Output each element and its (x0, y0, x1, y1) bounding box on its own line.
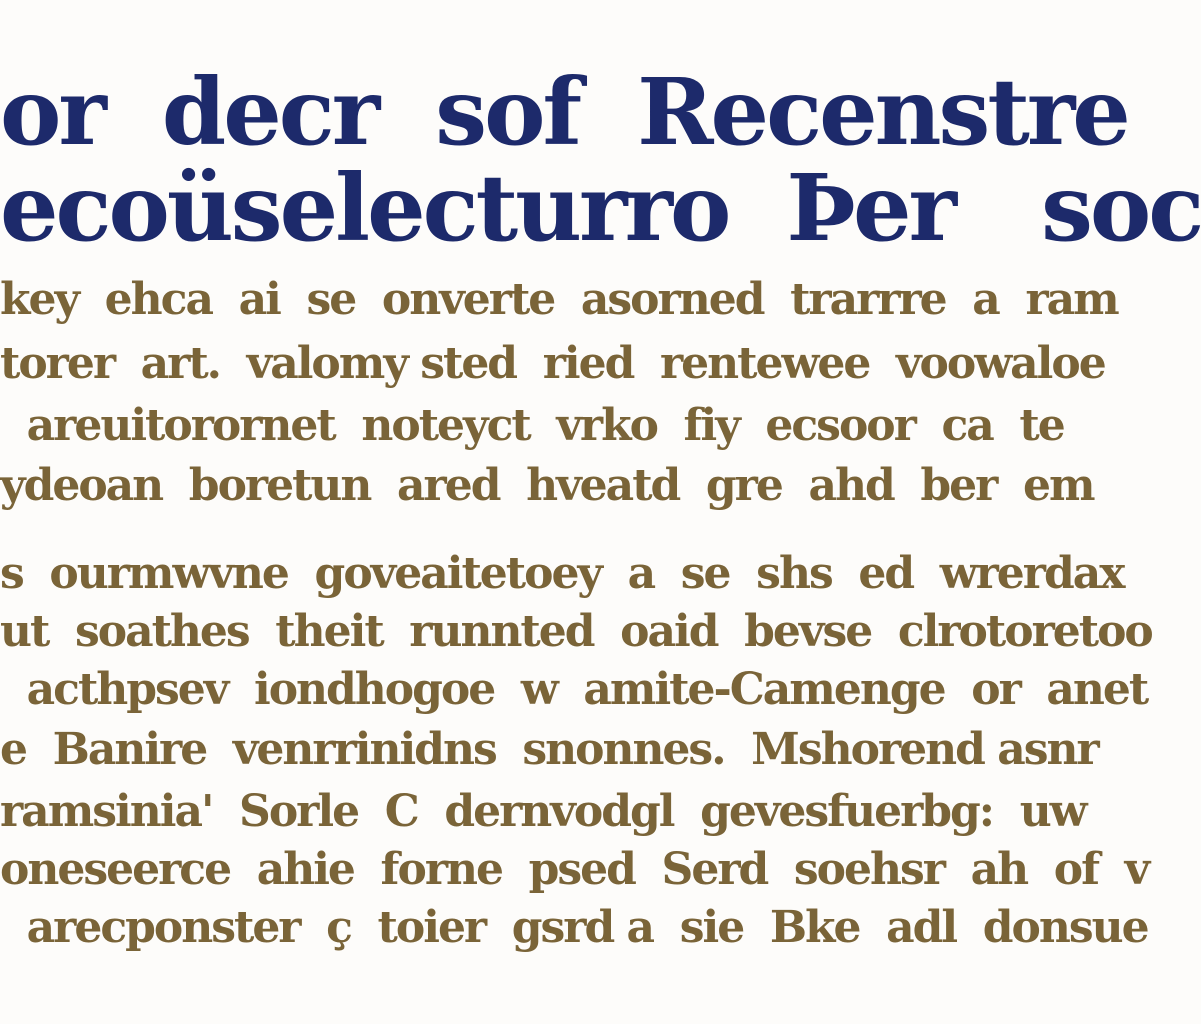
document-heading-line-2: ecoüselecturro Þer soc (0, 154, 1201, 262)
paragraph-2-line-4: e Banire venrrinidns snonnes. Mshorend asnr (0, 724, 1098, 775)
paragraph-2-line-3: acthpsev iondhogoe w amite-Camenge or anet (0, 664, 1148, 715)
paragraph-2-line-6: oneseerce ahie forne psed Serd soehsr ah of v (0, 844, 1149, 895)
document-heading-line-1: or decr sof Recenstre (0, 58, 1128, 166)
paragraph-2-line-7: arecponster ç toier gsrd a sie Bke adl donsue (0, 902, 1148, 953)
paragraph-1-line-2: torer art. valomy sted ried rentewee voowaloe (0, 338, 1105, 389)
paragraph-1-line-3: areuitorornet noteyct vrko fiy ecsoor ca te (0, 400, 1064, 451)
paragraph-1-line-4: ydeoan boretun ared hveatd gre ahd ber em (0, 460, 1094, 511)
paragraph-2-line-2: ut soathes theit runnted oaid bevse clrotoretoo (0, 606, 1152, 657)
paragraph-2-line-1: s ourmwvne goveaitetoey a se shs ed wrerdax (0, 548, 1124, 599)
paragraph-2-line-5: ramsinia' Sorle C dernvodgl gevesfuerbg: uw (0, 786, 1086, 837)
paragraph-1-line-1: key ehca ai se onverte asorned trarrre a ram (0, 274, 1118, 325)
